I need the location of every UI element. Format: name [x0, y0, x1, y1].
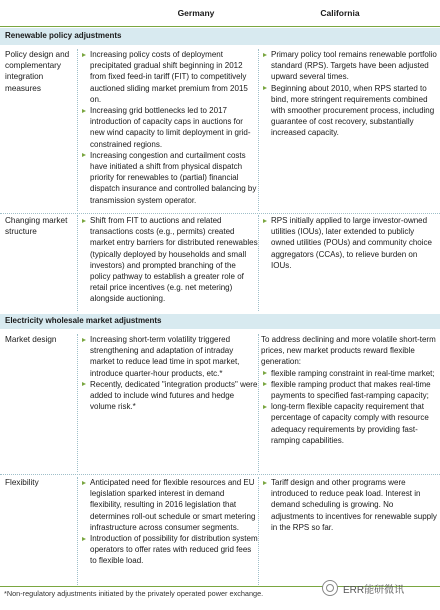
row-label: Market design: [5, 335, 57, 344]
germany-bullet: Introduction of possibility for distribution system operators to offer rates with reduced grid fees to flexible load.: [80, 533, 258, 567]
california-bullet: flexible ramping constraint in real-time market;: [261, 368, 437, 379]
germany-cell: [80, 215, 258, 305]
row-divider: [0, 474, 440, 475]
column-header-california: California: [320, 8, 360, 18]
germany-bullet: Increasing grid bottlenecks led to 2017 introduction of capacity caps in auctions for new wind capacity to limit deployment in grid-constrained regions.: [80, 105, 258, 150]
germany-bullet: Anticipated need for flexible resources and EU legislation sparked interest in demand flexibility, resulting in 2016 legislation that determines roll-out schedule or smart metering infrastructure across consumer segments.: [80, 477, 258, 533]
table-header: [0, 5, 440, 26]
california-cell: [261, 477, 437, 533]
table-row-market-structure: [0, 215, 440, 311]
footnote: *Non-regulatory adjustments initiated by the privately operated power exchange.: [4, 589, 264, 598]
california-bullet: RPS initially applied to large investor-owned utilities (IOUs), later extended to publicly owned utilities (POUs) and community choice aggregators (CCAs), to relieve burden on IOUs.: [261, 215, 437, 271]
row-label: Flexibility: [5, 478, 39, 487]
table-row-flexibility: [0, 477, 440, 585]
section-header-wholesale: Electricity wholesale market adjustments: [0, 314, 440, 329]
germany-bullet: Shift from FIT to auctions and related transactions costs (e.g., permits) created market entry barriers for distributed renewables (typically deployed by households and small investors) and prompted branching of the policy pathway to establish a greater role of retail price incentives (e.g. net metering) alongside auctioning.: [80, 215, 258, 305]
row-divider: [0, 213, 440, 214]
table-row-market-design: [0, 334, 440, 472]
row-label: Policy design and complementary integration measures: [5, 50, 70, 93]
header-rule: [0, 26, 440, 27]
california-intro: To address declining and more volatile short-term prices, new market products reward flexible generation:: [261, 335, 436, 367]
california-cell: [261, 49, 437, 139]
california-bullet: Tariff design and other programs were introduced to reduce peak load. Interest in demand scheduling is growing. No adjustments to incentives for renewable supply in the RPS so far.: [261, 477, 437, 533]
california-cell: [261, 215, 437, 271]
row-label: Changing market structure: [5, 216, 68, 237]
germany-bullet: Increasing short-term volatility triggered strengthening and adaptation of intraday market to reduce lead time in spot market, introduce quarter-hour products, etc.*: [80, 334, 258, 379]
column-header-germany: Germany: [177, 8, 215, 18]
section-header-renewable: Renewable policy adjustments: [0, 28, 440, 45]
california-bullet: long-term flexible capacity requirement that percentage of capacity comply with resource adequacy requirements by providing fast-ramping capabilities.: [261, 401, 437, 446]
table-row-policy-design: [0, 49, 440, 211]
california-bullet: Primary policy tool remains renewable portfolio standard (RPS). Targets have been adjusted upward several times.: [261, 49, 437, 83]
california-bullet: flexible ramping product that makes real-time payments to specified fast-ramping capacity;: [261, 379, 437, 401]
watermark: [322, 580, 404, 596]
wechat-logo-icon: [322, 580, 338, 596]
california-cell: [261, 334, 437, 446]
germany-cell: [80, 334, 258, 412]
germany-bullet: Increasing congestion and curtailment costs have initiated a shift from physical dispatch priority for renewables to (partial) financial dispatch insurance and controlled balancing by transmission system operator.: [80, 150, 258, 206]
germany-cell: [80, 477, 258, 567]
watermark-text: ERR能研微讯: [343, 584, 405, 596]
california-bullet: Beginning about 2010, when RPS started to bind, more stringent requirements combined with smoother procurement process, including guarantee of cost recovery, substantially increased capacity.: [261, 83, 437, 139]
germany-bullet: Increasing policy costs of deployment precipitated gradual shift beginning in 2012 from fixed feed-in tariff (FIT) to competitively auctioned sliding market premium from 2015 on.: [80, 49, 258, 105]
germany-cell: [80, 49, 258, 206]
germany-bullet: Recently, dedicated "integration products" were added to include wind futures and hedge volume risk.*: [80, 379, 258, 413]
